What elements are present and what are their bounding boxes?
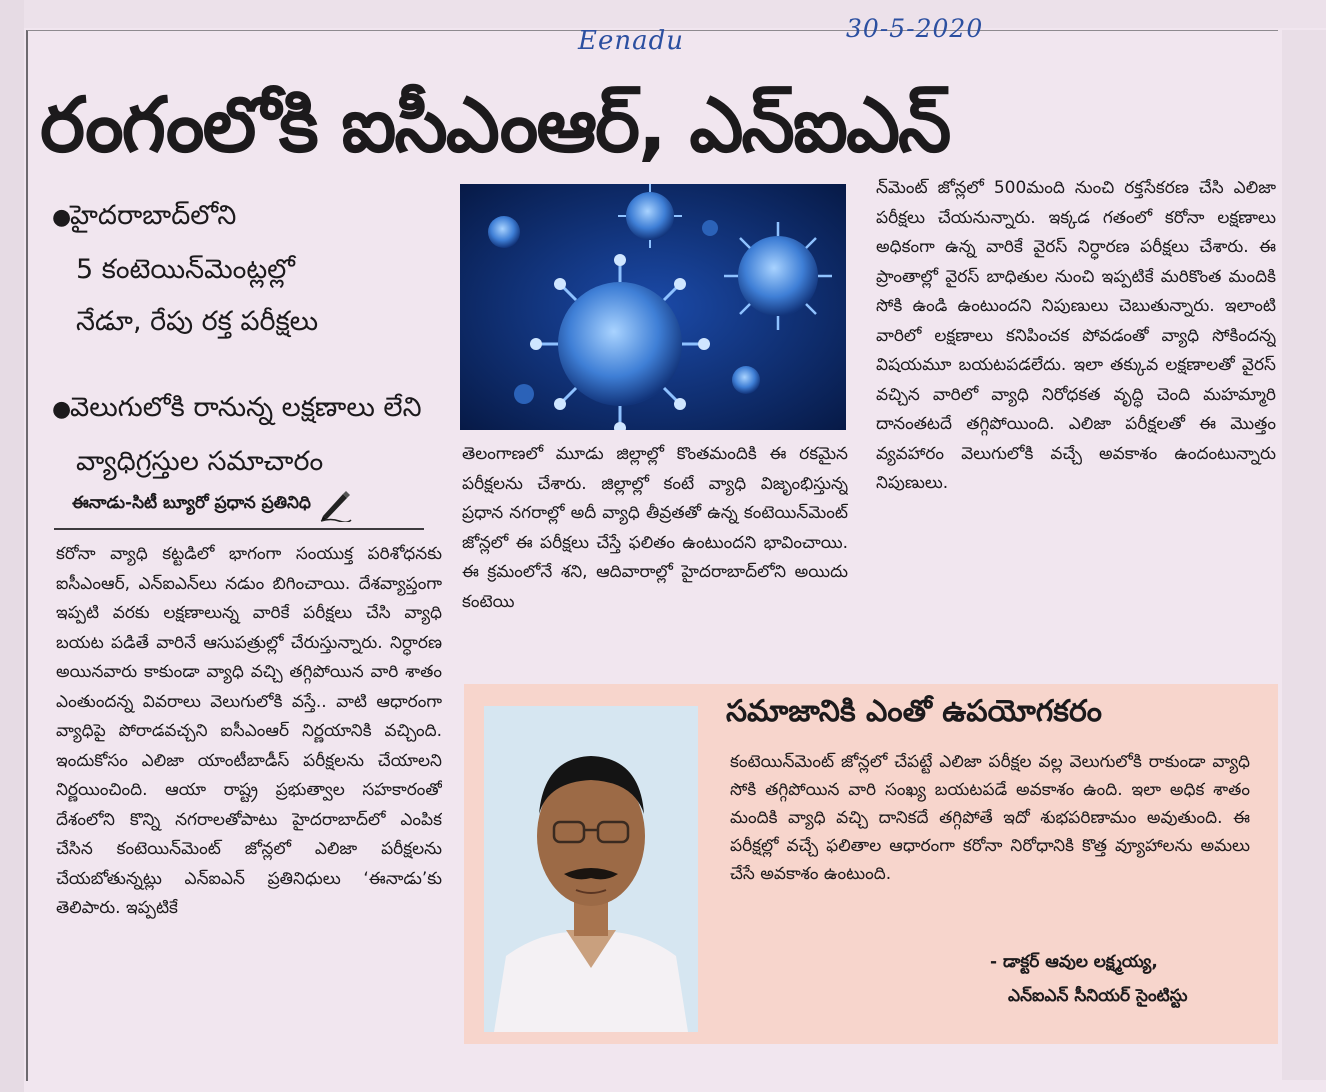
virus-illustration <box>460 184 846 430</box>
pen-icon <box>319 488 353 522</box>
bullet-line <box>52 190 318 244</box>
highlight-bullet-1 <box>52 190 318 348</box>
bullet-line: 5 కంటెయిన్‌మెంట్లల్లో <box>76 254 295 285</box>
virus-particle-right <box>724 222 832 330</box>
byline-text: ఈనాడు-సిటీ బ్యూరో ప్రధాన ప్రతినిధి <box>72 493 311 513</box>
byline-divider <box>54 528 424 530</box>
adjacent-article-edge <box>1282 30 1326 1080</box>
page-left-margin <box>0 0 24 1092</box>
article-column-middle <box>462 440 848 660</box>
article-column-right <box>876 174 1276 644</box>
coronavirus-image <box>460 184 846 430</box>
bullet-text: వెలుగులోకి రానున్న లక్షణాలు లేని <box>70 392 422 423</box>
expert-box-title: సమాజానికి ఎంతో ఉపయోగకరం <box>726 694 1102 729</box>
expert-name: - డాక్టర్‌ ఆవుల లక్ష్మయ్య, <box>990 952 1158 972</box>
bullet-text: హైదరాబాద్‌లోని <box>70 200 237 231</box>
bullet-dot-icon: ● <box>52 205 72 230</box>
page-top-margin <box>0 0 1326 28</box>
article-paragraph: న్‌మెంట్‌ జోన్లలో 500మంది నుంచి రక్తసేకరణ చేసి ఎలిజా పరీక్షలు చేయనున్నారు. ఇక్కడ గతంలో కరోనా లక్షణాలు అధికంగా ఉన్న వారికే వైరస్‌ నిర్ధారణ పరీక్షలు చేశారు. ఈ ప్రాంతాల్లో వైరస్‌ బాధితుల నుంచి ఇప్పటికే మరికొంత మందికి సోకి ఉండి ఉంటుందని నిపుణులు చెబుతున్నారు. ఇలాంటి వారిలో లక్షణాలు కనిపించక పోవడంతో వ్యాధి సోకిందన్న విషయమూ బయటపడలేదు. ఇలా తక్కువ లక్షణాలతో వైరస్‌ వచ్చిన వారిలో వ్యాధి నిరోధకత వృద్ధి చెంది మహమ్మారి దానంతటదే తగ్గిపోయింది. ఎలిజా పరీక్షలతో ఈ మొత్తం వ్యవహారం వెలుగులోకి వచ్చే అవకాశం ఉందంటున్నారు నిపుణులు. <box>876 178 1276 493</box>
expert-portrait <box>484 706 698 1032</box>
article-paragraph: తెలంగాణలో మూడు జిల్లాల్లో కొంతమందికి ఈ రకమైన పరీక్షలను చేశారు. జిల్లాల్లో కంటే వ్యాధి విజృంభిస్తున్న ప్రధాన నగరాల్లో అదీ వ్యాధి తీవ్రతతో ఉన్న కంటెయిన్‌మెంట్‌ జోన్లలో ఈ పరీక్షలు చేస్తే ఫలితం ఉంటుందని భావించాయి. ఈ క్రమంలోనే శని, ఆదివారాల్లో హైదరాబాద్‌లోని అయిదు కంటెయి <box>462 444 848 612</box>
expert-portrait-illustration <box>484 706 698 1032</box>
article-paragraph: కరోనా వ్యాధి కట్టడిలో భాగంగా సంయుక్త పరిశోధనకు ఐసీఎంఆర్‌, ఎన్‌ఐఎన్‌లు నడుం బిగించాయి. దేశవ్యాప్తంగా ఇప్పటి వరకు లక్షణాలున్న వారికే పరీక్షలు చేసి వ్యాధి బయట పడితే వారినే ఆసుపత్రుల్లో చేరుస్తున్నారు. నిర్ధారణ అయినవారు కాకుండా వ్యాధి వచ్చి తగ్గిపోయిన వారి శాతం ఎంతుందన్న వివరాలు వెలుగులోకి వస్తే.. వాటి ఆధారంగా వ్యాధిపై పోరాడవచ్చని ఐసీఎంఆర్‌ నిర్ణయానికి వచ్చింది. ఇందుకోసం ఎలిజా యాంటీబాడీస్‌ పరీక్షలను చేయాలని నిర్ణయించింది. ఆయా రాష్ట్ర ప్రభుత్వాల సహకారంతో దేశంలోని కొన్ని నగరాలతోపాటు హైదరాబాద్‌లో ఎంపిక చేసిన కంటెయిన్‌మెంట్‌ జోన్లలో ఎలిజా పరీక్షలను చేయబోతున్నట్లు ఎన్‌ఐఎన్‌ ప్రతినిధులు ‘ఈనాడు’కు తెలిపారు. ఇప్పటికే <box>56 544 442 918</box>
expert-quote-text: కంటెయిన్‌మెంట్‌ జోన్లలో చేపట్టే ఎలిజా పరీక్షల వల్ల వెలుగులోకి రాకుండా వ్యాధి సోకి తగ్గిపోయిన వారి సంఖ్య బయటపడే అవకాశం ఉంది. ఇలా అధిక శాతం మందికి వ్యాధి వచ్చి దానికదే తగ్గిపోతే ఇదో శుభపరిణామం అవుతుంది. ఈ పరీక్షల్లో వచ్చే ఫలితాల ఆధారంగా కరోనా నిరోధానికి కొత్త వ్యూహాలను అమలు చేసే అవకాశం ఉంటుంది. <box>730 752 1250 884</box>
highlight-bullet-2 <box>52 382 422 488</box>
bullet-line: వ్యాధిగ్రస్తుల సమాచారం <box>76 446 324 477</box>
bullet-line <box>52 382 422 436</box>
handwritten-paper-name: Eenadu <box>578 26 685 56</box>
headline: రంగంలోకి ఐసీఎంఆర్‌, ఎన్‌ఐఎన్‌ <box>40 80 950 169</box>
bullet-dot-icon: ● <box>52 397 72 422</box>
handwritten-date: 30-5-2020 <box>846 14 984 43</box>
byline <box>72 488 353 522</box>
bullet-line: నేడూ, రేపు రక్త పరీక్షలు <box>76 306 319 337</box>
expert-designation: ఎన్‌ఐఎన్‌ సీనియర్‌ సైంటిస్టు <box>1008 986 1188 1006</box>
article-column-left <box>56 540 442 1090</box>
